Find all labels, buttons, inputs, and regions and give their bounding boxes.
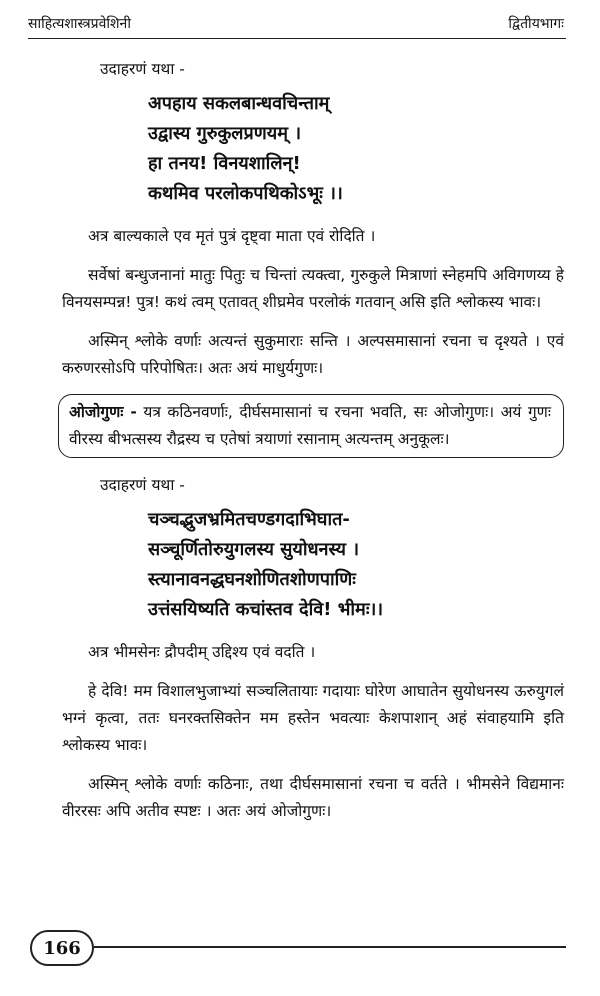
paragraph-meaning-1: सर्वेषां बन्धुजनानां मातुः पितुः च चिन्तां त्यक्त्वा, गुरुकुले मित्राणां स्नेहमपि अविगणय्य हे विनयसम्पन्न! पुत्र! कथं त्वम् एतावत् शीघ्रमेव परलोकं गतवान् असि इति श्लोकस्य भावः। (62, 266, 564, 311)
verse-line: उद्वास्य गुरुकुलप्रणयम् । (148, 123, 302, 144)
verse-example-1 (148, 89, 564, 209)
header-rule (28, 38, 566, 39)
verse-line: स्त्यानावनद्धघनशोणितशोणपाणिः (148, 569, 356, 590)
verse-line: सञ्चूर्णितोरुयुगलस्य सुयोधनस्य । (148, 539, 360, 560)
verse-line: कथमिव परलोकपथिकोऽभूः ।। (148, 183, 343, 204)
header-book-title: साहित्यशास्त्रप्रवेशिनी (28, 16, 131, 32)
footer-rule (94, 946, 566, 948)
definition-box-ojoguna (58, 394, 564, 458)
page-number: 166 (30, 930, 94, 966)
verse-line: चञ्चद्भुजभ्रमितचण्डगदाभिघात- (148, 509, 350, 530)
definition-term: ओजोगुणः - (69, 403, 137, 421)
page-body (62, 56, 564, 837)
verse-line: अपहाय सकलबान्धवचिन्ताम् (148, 93, 330, 114)
verse-line: हा तनय! विनयशालिन्! (148, 153, 301, 174)
running-header (28, 14, 564, 33)
example-intro-1: उदाहरणं यथा - (100, 60, 185, 78)
header-part-title: द्वितीयभागः (508, 16, 564, 32)
paragraph-context-1: अत्र बाल्यकाले एव मृतं पुत्रं दृष्ट्वा माता एवं रोदिति । (88, 227, 376, 245)
verse-line: उत्तंसयिष्यति कचांस्तव देवि! भीमः।। (148, 599, 384, 620)
paragraph-meaning-2: हे देवि! मम विशालभुजाभ्यां सञ्चलितायाः गदायाः घोरेण आघातेन सुयोधनस्य ऊरुयुगलं भग्नं कृत्वा, ततः घनरक्तसिक्तेन मम हस्तेन भवत्याः केशपाशान् अहं संवाहयामि इति श्लोकस्य भावः। (62, 682, 564, 754)
paragraph-context-2: अत्र भीमसेनः द्रौपदीम् उद्दिश्य एवं वदति । (88, 643, 316, 661)
verse-example-2 (148, 505, 564, 625)
example-intro-2: उदाहरणं यथा - (100, 476, 185, 494)
definition-text: यत्र कठिनवर्णाः, दीर्घसमासानां च रचना भवति, सः ओजोगुणः। अयं गुणः वीरस्य बीभत्सस्य रौद्रस्य च एतेषां त्रयाणां रसानाम् अत्यन्तम् अनुकूलः। (69, 403, 552, 448)
paragraph-analysis-1: अस्मिन् श्लोके वर्णाः अत्यन्तं सुकुमाराः सन्ति । अल्पसमासानां रचना च दृश्यते । एवं करुणरसोऽपि परिपोषितः। अतः अयं माधुर्यगुणः। (62, 332, 564, 377)
paragraph-analysis-2: अस्मिन् श्लोके वर्णाः कठिनाः, तथा दीर्घसमासानां रचना च वर्तते । भीमसेने विद्यमानः वीररसः अपि अतीव स्पष्टः । अतः अयं ओजोगुणः। (62, 775, 564, 820)
